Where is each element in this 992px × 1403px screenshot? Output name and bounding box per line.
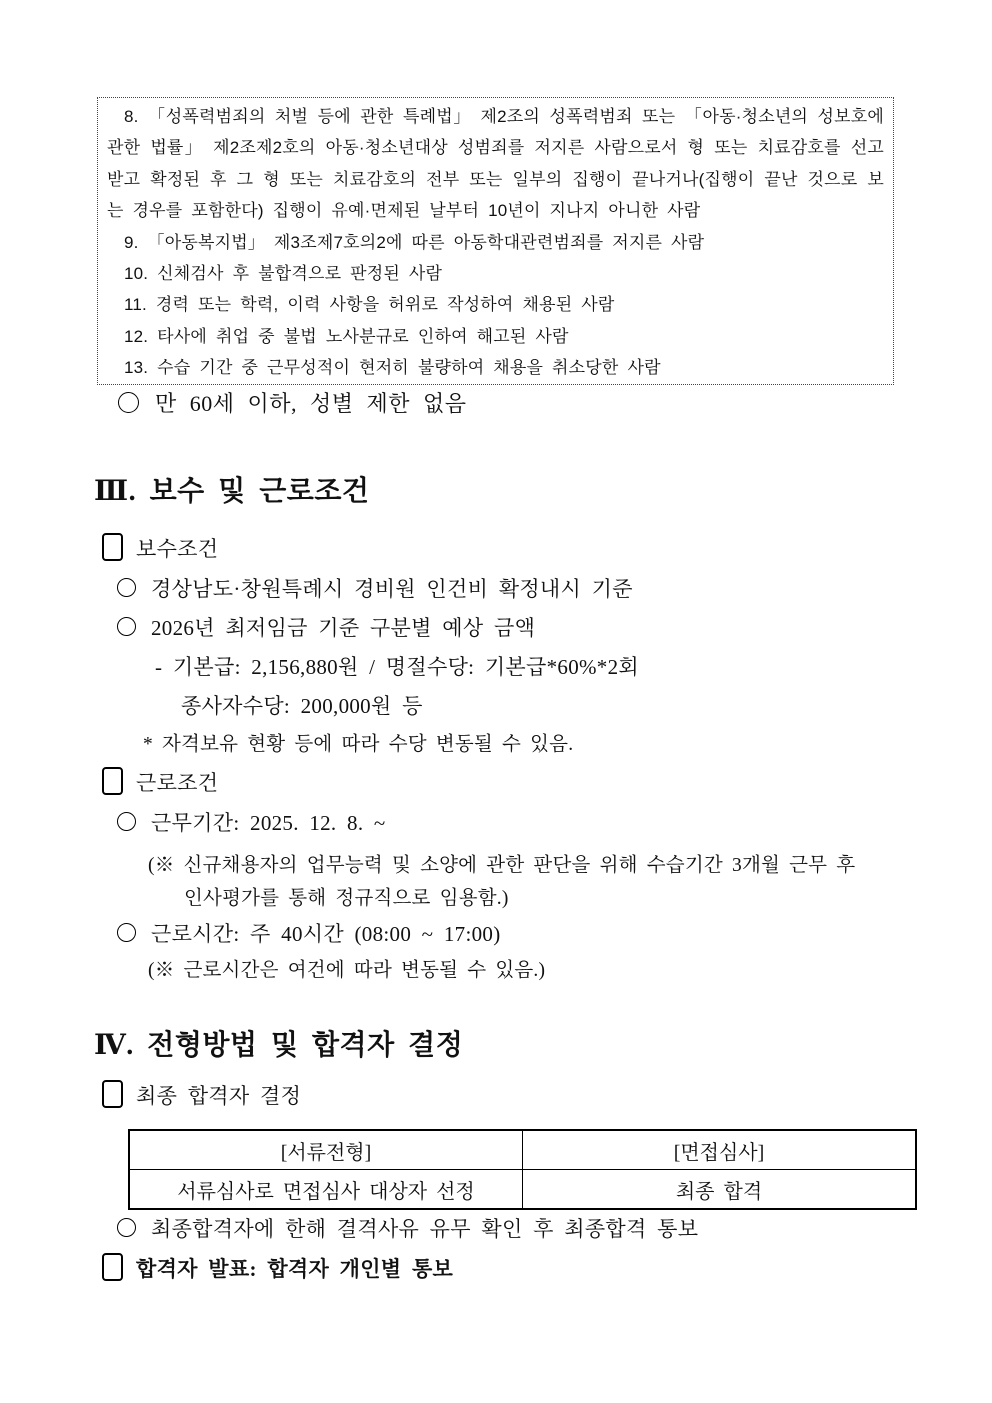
pay-conditions-title: 보수조건 (136, 537, 219, 561)
disqualification-box (97, 97, 894, 385)
announcement-text: 합격자 발표: 합격자 개인별 통보 (136, 1257, 454, 1281)
section-selection-heading: Ⅳ. 전형방법 및 합격자 결정 (94, 1030, 464, 1061)
age-limit-line (118, 389, 467, 419)
circle-bullet-icon (118, 392, 139, 413)
pay-detail-line-1: - 기본급: 2,156,880원 / 명절수당: 기본급*60%*2회 (155, 655, 639, 679)
age-limit-text: 만 60세 이하, 성별 제한 없음 (155, 391, 467, 416)
work-hours-note: (※ 근로시간은 여건에 따라 변동될 수 있음.) (148, 960, 546, 981)
final-decision-title-line (102, 1080, 301, 1111)
work-period-text: 근무기간: 2025. 12. 8. ~ (151, 811, 386, 835)
circle-bullet-icon (117, 617, 136, 636)
circle-bullet-icon (117, 1218, 136, 1237)
circle-bullet-icon (117, 812, 136, 831)
disqualification-item-12: 12. 타사에 취업 중 불법 노사분규로 인하여 해고된 사람 (124, 326, 569, 346)
table-row (129, 1170, 916, 1210)
circle-bullet-icon (117, 578, 136, 597)
selection-process-table (128, 1129, 917, 1210)
checkbox-bullet-icon (102, 1253, 123, 1281)
table-header-row (129, 1130, 916, 1170)
table-header-interview: [면접심사] (523, 1130, 917, 1170)
pay-basis-line (117, 574, 633, 604)
pay-detail-line-2: 종사자수당: 200,000원 등 (181, 694, 423, 718)
final-confirm-note-line (117, 1214, 698, 1244)
table-header-document-screening: [서류전형] (129, 1130, 523, 1170)
table-cell-interview: 최종 합격 (523, 1170, 917, 1210)
work-period-note-line-2: 인사평가를 통해 정규직으로 임용함.) (184, 888, 509, 909)
pay-conditions-title-line (102, 533, 218, 564)
checkbox-bullet-icon (102, 767, 123, 795)
disqualification-item-8: 8. 「성폭력범죄의 처벌 등에 관한 특례법」 제2조의 성폭력범죄 또는 「아동·청소년의 성보호에 관한 법률」 제2조제2호의 아동·청소년대상 성범죄를 저지른 사람으로서 형 또는 치료감호를 선고 받고 확정된 후 그 형 또는 치료감호의 전부 또는 일부의 집행이 끝나거나(집행이 끝난 것으로 보는 경우를 포함한다) 집행이 유예·면제된 날부터 10년이 지나지 아니한 사람 (107, 107, 884, 221)
pay-basis-text: 경상남도·창원특례시 경비원 인건비 확정내시 기준 (151, 577, 633, 601)
table-cell-document-screening: 서류심사로 면접심사 대상자 선정 (129, 1170, 523, 1210)
disqualification-item-9: 9. 「아동복지법」 제3조제7호의2에 따른 아동학대관련범죄를 저지른 사람 (124, 232, 705, 252)
disqualification-item-11: 11. 경력 또는 학력, 이력 사항을 허위로 작성하여 채용된 사람 (124, 295, 615, 315)
circle-bullet-icon (117, 923, 136, 942)
work-conditions-title: 근로조건 (136, 771, 219, 795)
work-hours-text: 근로시간: 주 40시간 (08:00 ~ 17:00) (151, 922, 501, 946)
section-pay-heading: Ⅲ. 보수 및 근로조건 (94, 476, 370, 507)
disqualification-item-10: 10. 신체검사 후 불합격으로 판정된 사람 (124, 264, 443, 284)
checkbox-bullet-icon (102, 1080, 123, 1108)
work-period-note-line-1: (※ 신규채용자의 업무능력 및 소양에 관한 판단을 위해 수습기간 3개월 근무 후 (148, 855, 856, 876)
work-period-line (117, 808, 386, 838)
pay-estimate-title-line (117, 613, 535, 643)
work-hours-line (117, 919, 501, 949)
final-decision-title: 최종 합격자 결정 (136, 1084, 302, 1108)
pay-estimate-title-text: 2026년 최저임금 기준 구분별 예상 금액 (151, 616, 536, 640)
checkbox-bullet-icon (102, 533, 123, 561)
work-conditions-title-line (102, 767, 218, 798)
announcement-line (102, 1253, 453, 1284)
pay-variation-note: * 자격보유 현황 등에 따라 수당 변동될 수 있음. (143, 734, 574, 755)
disqualification-item-13: 13. 수습 기간 중 근무성적이 현저히 불량하여 채용을 취소당한 사람 (124, 358, 661, 378)
final-confirm-note-text: 최종합격자에 한해 결격사유 유무 확인 후 최종합격 통보 (151, 1217, 699, 1241)
